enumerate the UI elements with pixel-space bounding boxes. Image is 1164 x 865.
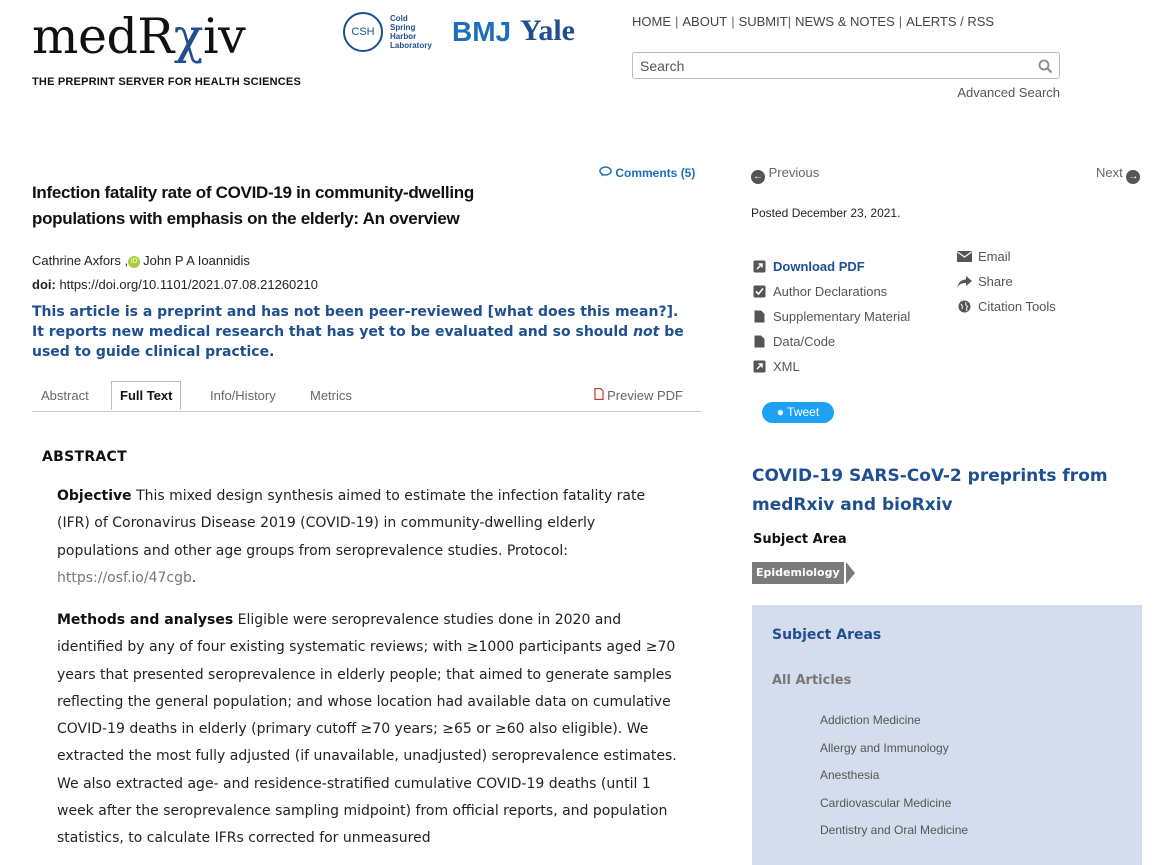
notice-text: This article is a preprint and has not been peer-reviewed [what does this mean?]. It reports new medical research that has yet to be evaluated and so should (32, 304, 679, 340)
protocol-link[interactable]: https://osf.io/47cgb (57, 569, 192, 586)
nav-about[interactable]: ABOUT (682, 14, 728, 29)
panel-title: Subject Areas (772, 627, 882, 643)
logo-chi: χ (173, 8, 203, 65)
doi-link[interactable]: https://doi.org/10.1101/2021.07.08.21260210 (55, 277, 318, 292)
comments-link[interactable] (599, 166, 695, 180)
previous-link[interactable] (751, 165, 819, 184)
envelope-icon (957, 251, 972, 262)
nav-submit[interactable]: SUBMIT (738, 14, 788, 29)
next-link[interactable] (1096, 165, 1140, 184)
csh-mark: CSH (343, 12, 383, 52)
tab-full-text[interactable]: Full Text (111, 381, 181, 410)
data-code-link[interactable] (752, 329, 910, 354)
csh-line: Spring (390, 23, 416, 32)
nav-separator: | (675, 14, 679, 29)
all-articles-link[interactable]: All Articles (772, 673, 852, 688)
arrow-right-icon: → (1128, 171, 1139, 182)
site-tagline: THE PREPRINT SERVER FOR HEALTH SCIENCES (32, 76, 301, 88)
subject-tag-epidemiology[interactable]: Epidemiology (752, 562, 844, 584)
abstract-methods (57, 607, 677, 853)
doi-line (32, 277, 318, 292)
author-name[interactable]: John P A Ioannidis (143, 253, 250, 268)
orcid-icon[interactable]: iD (128, 256, 140, 268)
methods-label: Methods and analyses (57, 612, 234, 628)
subject-area-item[interactable]: Cardiovascular Medicine (820, 795, 952, 810)
preprint-notice (32, 302, 692, 362)
article-tabs (32, 381, 702, 412)
previous-label: Previous (768, 165, 820, 180)
share-list (957, 244, 1056, 319)
nav-separator: | (787, 14, 792, 29)
top-nav (632, 14, 994, 29)
nav-news[interactable]: NEWS & NOTES (795, 14, 895, 29)
nav-separator: | (898, 14, 903, 29)
nav-alerts[interactable]: ALERTS / RSS (906, 14, 995, 29)
search-icon[interactable] (1038, 59, 1053, 79)
logo-text-end: iv (202, 8, 246, 65)
subject-area-item[interactable]: Dentistry and Oral Medicine (820, 823, 969, 837)
search-input[interactable] (638, 53, 1032, 79)
notice-emphasis: not (633, 324, 660, 340)
doi-label: doi: (32, 277, 56, 292)
download-list (752, 254, 910, 379)
bmj-logo[interactable]: BMJ (452, 16, 512, 47)
author-declarations-label: Author Declarations (773, 284, 888, 299)
next-label: Next (1096, 165, 1123, 180)
article-title: Infection fatality rate of COVID-19 in community-dwelling populations with emphasis on the elderly: An overview (32, 183, 474, 228)
share-icon (957, 276, 972, 288)
preview-pdf-link[interactable] (594, 381, 683, 411)
logo-text: medR (32, 8, 174, 65)
external-link-icon (752, 360, 766, 374)
share-link[interactable] (957, 269, 1056, 294)
csh-line: Cold (390, 14, 408, 23)
tag-arrow (846, 562, 855, 584)
comment-icon (599, 166, 615, 180)
csh-line: Laboratory (390, 41, 432, 50)
csh-text (390, 14, 432, 50)
methods-text: Eligible were seroprevalence studies done in 2020 and identified by any of four existing systematic reviews; with ≥1000 participants aged ≥70 years that presented seroprevalence in elderly people; that aimed to generate samples reflecting the general population; and whose location had available data on cumulative COVID-19 deaths in elderly (primary cutoff ≥70 years; ≥65 or ≥60 also eligible). We extracted the most fully adjusted (if unavailable, unadjusted) seroprevalence estimates. We also extracted age- and residence-stratified cumulative COVID-19 deaths (until 1 week after the seroprevalence sampling midpoint) from official reports, and population statistics, to calculate IFRs corrected for unmeasured (57, 612, 677, 847)
posted-date: Posted December 23, 2021. (751, 206, 901, 220)
author-separator: , (120, 253, 129, 268)
objective-label: Objective (57, 488, 132, 504)
author-name[interactable]: Cathrine Axfors (32, 253, 121, 268)
nav-separator: | (731, 14, 735, 29)
csh-line: Harbor (390, 32, 417, 41)
advanced-search-link[interactable]: Advanced Search (957, 85, 1060, 100)
tab-info-history[interactable]: Info/History (210, 388, 276, 403)
globe-icon (957, 300, 972, 313)
tweet-label: Tweet (787, 405, 820, 419)
email-label: Email (978, 249, 1011, 264)
pdf-icon (594, 388, 604, 403)
arrow-left-icon: ← (753, 171, 763, 182)
subject-area-item[interactable]: Allergy and Immunology (820, 740, 949, 755)
supplementary-material-label: Supplementary Material (773, 309, 911, 324)
author-list (32, 253, 250, 268)
subject-area-list (820, 713, 968, 851)
abstract-objective (57, 483, 677, 592)
citation-tools-link[interactable] (957, 294, 1056, 319)
objective-end: . (191, 569, 197, 586)
data-code-label: Data/Code (773, 334, 836, 349)
tab-abstract[interactable]: Abstract (41, 388, 89, 403)
citation-tools-label: Citation Tools (978, 299, 1056, 314)
supplementary-material-link[interactable] (752, 304, 910, 329)
covid-preprints-link[interactable]: COVID-19 SARS-CoV-2 preprints from medRxiv and bioRxiv (752, 466, 1108, 515)
xml-label: XML (773, 359, 800, 374)
share-label: Share (978, 274, 1013, 289)
search-box (632, 52, 1060, 79)
comments-label: Comments (5) (615, 166, 696, 180)
tweet-button[interactable] (762, 402, 834, 423)
file-icon (752, 310, 766, 324)
tab-metrics[interactable]: Metrics (310, 388, 352, 403)
file-icon (752, 335, 766, 349)
subject-area-label: Subject Area (753, 532, 847, 547)
download-pdf-link[interactable] (752, 254, 910, 279)
csh-logo[interactable] (343, 12, 432, 52)
subject-area-item[interactable]: Addiction Medicine (820, 713, 921, 727)
site-logo[interactable] (32, 6, 245, 68)
subject-area-item[interactable]: Anesthesia (820, 768, 880, 782)
notice-text-end: be used to guide clinical practice. (32, 324, 684, 360)
external-link-icon (752, 260, 766, 274)
preview-pdf-label: Preview PDF (607, 388, 683, 403)
nav-home[interactable]: HOME (632, 14, 671, 29)
twitter-bird-icon: ● (776, 405, 785, 419)
objective-text: This mixed design synthesis aimed to estimate the infection fatality rate (IFR) of Coronavirus Disease 2019 (COVID-19) in community-dwelling elderly populations and other age groups from seroprevalence studies. Protocol: (57, 488, 646, 559)
checkbox-icon (752, 285, 766, 299)
author-declarations-link[interactable] (752, 279, 910, 304)
yale-logo[interactable]: Yale (520, 14, 575, 47)
download-pdf-label: Download PDF (773, 259, 865, 274)
abstract-heading: ABSTRACT (42, 449, 127, 465)
email-link[interactable] (957, 244, 1056, 269)
xml-link[interactable] (752, 354, 910, 379)
